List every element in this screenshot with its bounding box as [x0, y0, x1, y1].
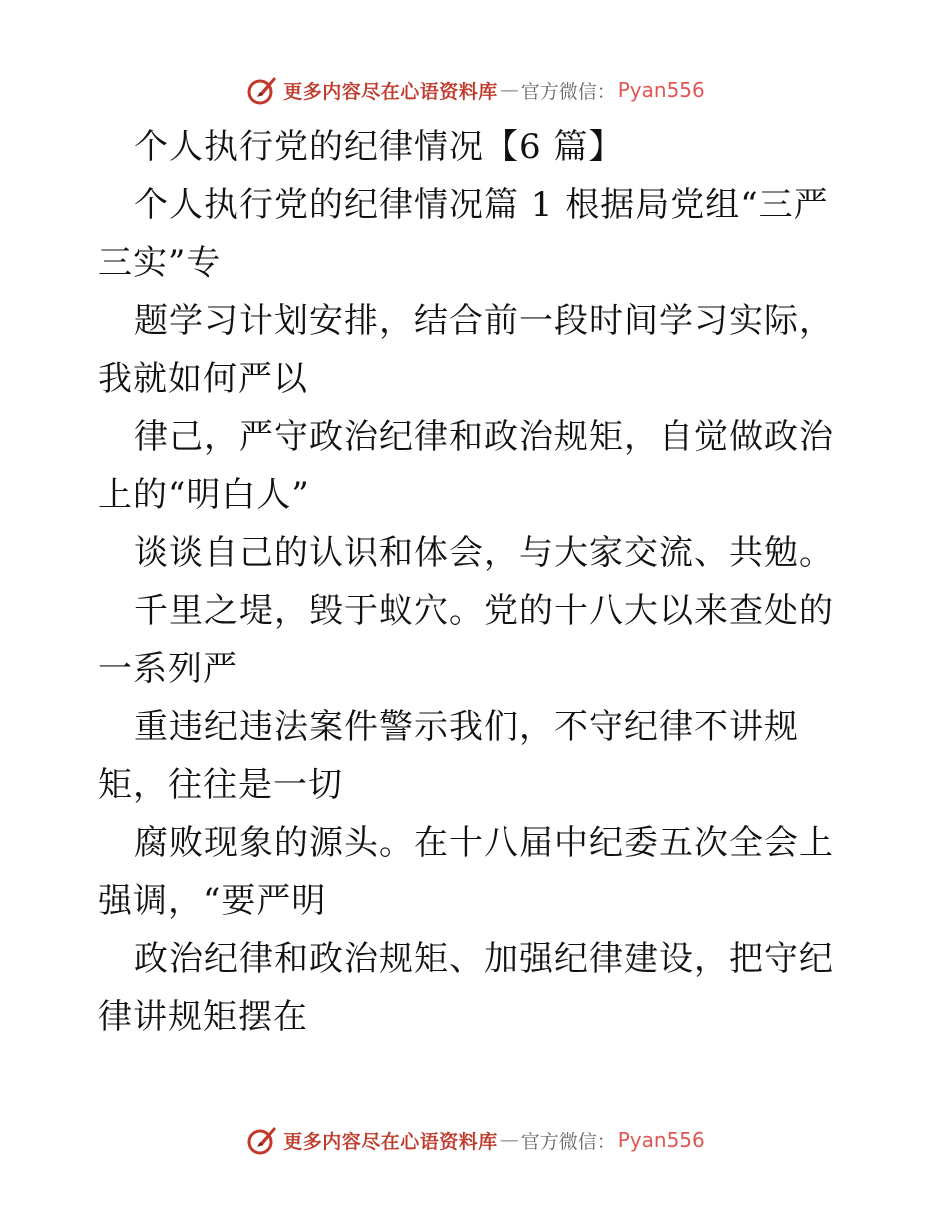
banner-wechat-label: 官方微信： — [520, 80, 616, 103]
paragraph: 腐败现象的源头。在十八届中纪委五次全会上强调，“要严明 — [98, 823, 834, 921]
paragraph: 题学习计划安排，结合前一段时间学习实际，我就如何严以 — [98, 301, 834, 399]
banner-dash: — — [499, 79, 519, 101]
document-title: 个人执行党的纪律情况【6 篇】 — [134, 127, 624, 167]
quill-logo-icon — [245, 73, 279, 107]
banner-dash: — — [499, 1129, 519, 1151]
paragraph: 个人执行党的纪律情况篇 1 根据局党组“三严三实”专 — [98, 185, 829, 283]
quill-logo-icon — [245, 1123, 279, 1157]
header-banner — [0, 70, 950, 110]
banner-brand: 更多内容尽在心语资料库 — [283, 1130, 498, 1153]
footer-banner — [0, 1120, 950, 1160]
banner-wechat-label: 官方微信： — [520, 1130, 616, 1153]
banner-wechat-id: Pyan556 — [617, 78, 705, 102]
banner-brand: 更多内容尽在心语资料库 — [283, 80, 498, 103]
paragraph: 谈谈自己的认识和体会，与大家交流、共勉。 — [134, 533, 834, 573]
paragraph: 律己，严守政治纪律和政治规矩，自觉做政治上的“明白人” — [98, 417, 834, 515]
banner-wechat-id: Pyan556 — [617, 1128, 705, 1152]
document-body — [98, 118, 858, 1046]
paragraph: 重违纪违法案件警示我们，不守纪律不讲规矩，往往是一切 — [98, 707, 799, 805]
paragraph: 千里之堤，毁于蚁穴。党的十八大以来查处的一系列严 — [98, 591, 834, 689]
paragraph: 政治纪律和政治规矩、加强纪律建设，把守纪律讲规矩摆在 — [98, 939, 834, 1037]
